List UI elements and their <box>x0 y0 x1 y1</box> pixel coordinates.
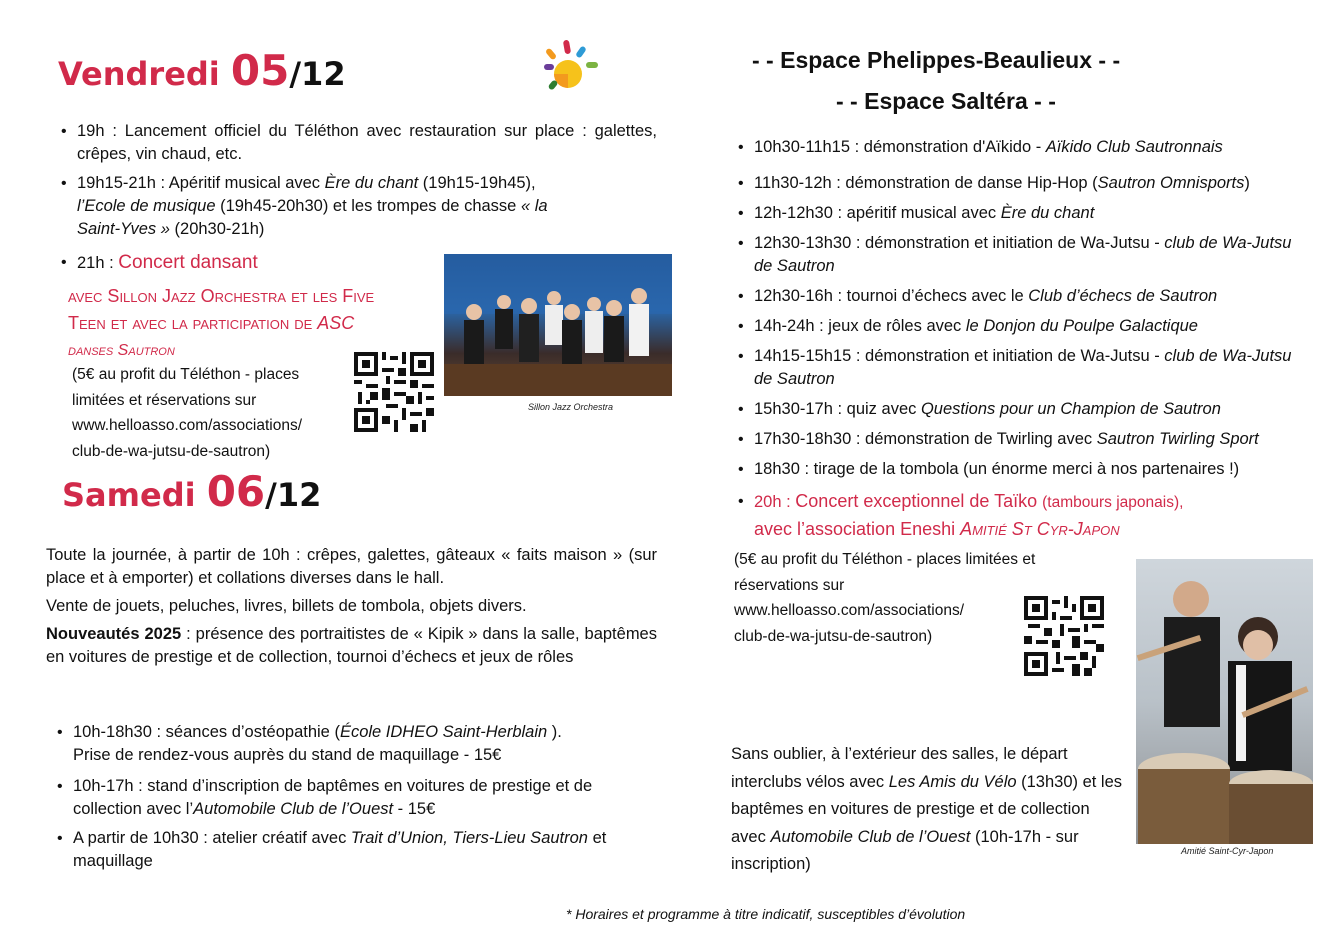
list-item: • 10h30-11h15 : démonstration d'Aïkido - Aïkido Club Sautronnais <box>754 136 1304 159</box>
saturday-num: 06 <box>206 467 266 516</box>
info-line: réservations sur <box>734 576 845 594</box>
list-item: • 10h-17h : stand d’inscription de baptêmes en voitures de prestige et de collection avec l’Automobile Club de l’Ouest - 15€ <box>73 775 657 821</box>
sun-logo-icon <box>540 36 602 98</box>
friday-month: /12 <box>289 55 346 93</box>
photo-caption: Sillon Jazz Orchestra <box>528 402 614 412</box>
paragraph: Vente de jouets, peluches, livres, billets de tombola, objets divers. <box>46 597 527 615</box>
jazz-orchestra-photo <box>444 254 672 396</box>
taiko-drummers-photo <box>1136 559 1313 844</box>
friday-concert <box>77 251 447 275</box>
list-item: • 12h30-16h : tournoi d’échecs avec le Club d’échecs de Sautron <box>754 285 1304 308</box>
list-item: • 20h : Concert exceptionnel de Taïko (tambours japonais), avec l’association Eneshi Amitié St Cyr-Japon <box>754 488 1304 543</box>
link-url[interactable]: club-de-wa-jutsu-de-sautron) <box>72 442 271 460</box>
saturday-month: /12 <box>265 476 322 514</box>
concert-line-3: Teen et avec la participation de <box>68 313 318 333</box>
saturday-day: Samedi <box>62 476 207 514</box>
list-item: • 18h30 : tirage de la tombola (un énorme merci à nos partenaires !) <box>754 458 1304 481</box>
info-line: (5€ au profit du Téléthon - places limitées et <box>734 551 1036 568</box>
outside-paragraph: Sans oublier, à l’extérieur des salles, le départ interclubs vélos avec Les Amis du Vélo (13h30) et les baptêmes en voitures de prestige et de collection avec Automobile Club de l’Ouest (10h-17h - sur inscription) <box>731 745 1123 873</box>
list-item: • A partir de 10h30 : atelier créatif avec Trait d’Union, Tiers-Lieu Sautron et maquillage <box>73 827 657 873</box>
concert-line-2: avec Sillon Jazz Orchestra et les Five <box>68 286 375 306</box>
saturday-list <box>73 721 657 873</box>
link-url[interactable]: www.helloasso.com/associations/ <box>734 602 965 619</box>
list-item: • 15h30-17h : quiz avec Questions pour un Champion de Sautron <box>754 398 1304 421</box>
info-line: (5€ au profit du Téléthon - places <box>72 366 300 383</box>
link-url[interactable]: club-de-wa-jutsu-de-sautron) <box>734 627 933 645</box>
list-item: • 14h-24h : jeux de rôles avec le Donjon du Poulpe Galactique <box>754 315 1304 338</box>
venue-heading-1: - - Espace Phelippes-Beaulieux - - <box>752 47 1121 73</box>
list-item: • 19h15-21h : Apéritif musical avec Ère du chant (19h15-19h45), l’Ecole de musique (19h45-20h30) et les trompes de chasse « la Saint-Yves » (20h30-21h) <box>77 172 577 241</box>
photo-caption: Amitié Saint-Cyr-Japon <box>1181 846 1274 856</box>
list-item: • 17h30-18h30 : démonstration de Twirling avec Sautron Twirling Sport <box>754 428 1304 451</box>
concert-title: Concert dansant <box>118 252 258 273</box>
list-item: • 12h30-13h30 : démonstration et initiation de Wa-Jutsu - club de Wa-Jutsu de Sautron <box>754 232 1304 278</box>
saturday-program-list <box>754 136 1304 543</box>
list-item: • 21h : Concert dansant <box>77 251 447 275</box>
friday-day: Vendredi <box>58 55 231 93</box>
footer-note: * Horaires et programme à titre indicatif, susceptibles d’évolution <box>566 906 966 922</box>
qr-code-icon[interactable] <box>1024 596 1104 676</box>
venue-heading-2: - - Espace Saltéra - - <box>836 88 1056 114</box>
list-item: • 11h30-12h : démonstration de danse Hip-Hop (Sautron Omnisports) <box>754 172 1304 195</box>
friday-num: 05 <box>230 46 290 95</box>
concert-line-4: danses Sautron <box>68 342 175 359</box>
info-line: limitées et réservations sur <box>72 391 257 409</box>
list-item: • 14h15-15h15 : démonstration et initiation de Wa-Jutsu - club de Wa-Jutsu de Sautron <box>754 345 1304 391</box>
paragraph: Nouveautés 2025 : présence des portraitistes de « Kipik » dans la salle, baptêmes en voitures de prestige et de collection, tournoi d’échecs et jeux de rôles <box>46 625 657 666</box>
list-item: • 10h-18h30 : séances d’ostéopathie (École IDHEO Saint-Herblain ). Prise de rendez-vous auprès du stand de maquillage - 15€ <box>73 721 657 767</box>
qr-code-icon[interactable] <box>354 352 434 432</box>
list-item: • 19h : Lancement officiel du Téléthon avec restauration sur place : galettes, crêpes, vin chaud, etc. <box>77 120 657 166</box>
paragraph: Toute la journée, à partir de 10h : crêpes, galettes, gâteaux « faits maison » (sur place et à emporter) et collations diverses dans le hall. <box>46 546 657 587</box>
list-item: • 12h-12h30 : apéritif musical avec Ère du chant <box>754 202 1304 225</box>
friday-list <box>77 120 657 247</box>
friday-heading <box>58 46 346 95</box>
saturday-heading <box>62 467 321 516</box>
link-url[interactable]: www.helloasso.com/associations/ <box>72 417 303 434</box>
